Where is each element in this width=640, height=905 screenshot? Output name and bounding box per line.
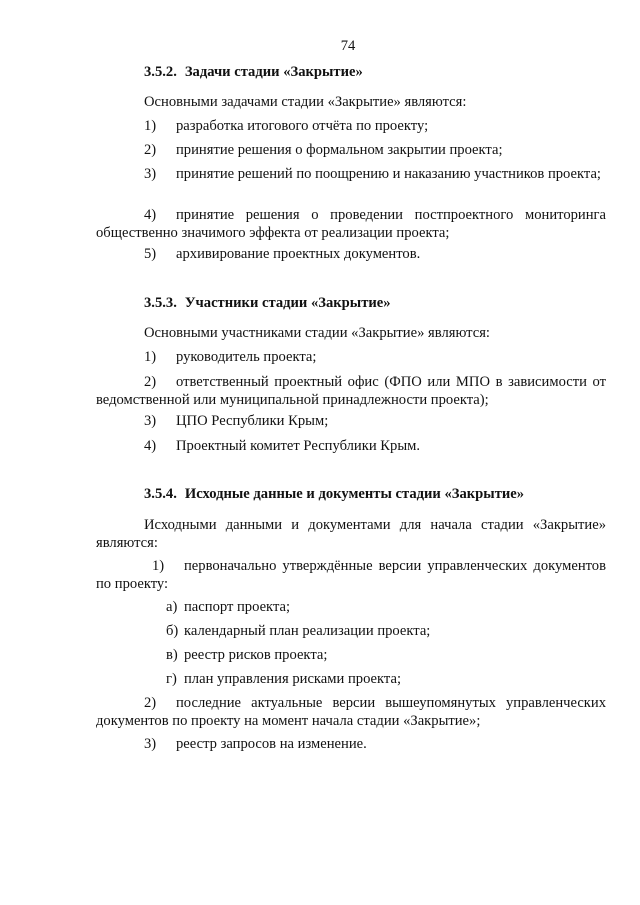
page-number: 74 xyxy=(340,38,356,54)
list-item xyxy=(96,412,640,430)
list-item-text: план управления рисками проекта; xyxy=(184,671,402,687)
list-item xyxy=(96,670,640,688)
list-item-text: ответственный проектный офис (ФПО или МПО в зависимости от ведомственной или муниципальной принадлежности проекта); xyxy=(96,374,606,408)
list-marker: 4) xyxy=(144,438,157,454)
list-marker: 1) xyxy=(152,558,165,574)
list-item xyxy=(96,622,640,640)
list-item-text: первоначально утверждённые версии управленческих документов по проекту: xyxy=(96,558,606,592)
section-title: Участники стадии «Закрытие» xyxy=(184,295,391,311)
list-item-text: принятие решения о формальном закрытии проекта; xyxy=(176,142,503,158)
list-item-text: последние актуальные версии вышеупомянутых управленческих документов по проекту на момент начала стадии «Закрытие»; xyxy=(96,695,606,729)
list-item xyxy=(96,694,606,730)
list-marker: а) xyxy=(166,599,178,615)
list-item xyxy=(96,206,606,242)
list-marker: 2) xyxy=(144,374,157,390)
list-item-text: архивирование проектных документов. xyxy=(176,246,421,262)
section-intro: Исходными данными и документами для начала стадии «Закрытие» являются: xyxy=(96,517,606,551)
list-item xyxy=(96,598,640,616)
list-item-text: реестр запросов на изменение. xyxy=(176,736,367,752)
list-item-text: календарный план реализации проекта; xyxy=(184,623,431,639)
section-number: 3.5.3. xyxy=(144,295,177,311)
list-marker: г) xyxy=(166,671,177,687)
section-heading-3-5-2 xyxy=(96,63,640,81)
list-item xyxy=(96,165,606,183)
list-item xyxy=(96,646,640,664)
list-marker: в) xyxy=(166,647,178,663)
list-marker: 3) xyxy=(144,166,157,182)
list-marker: б) xyxy=(166,623,179,639)
list-item xyxy=(96,735,640,753)
list-item-text: руководитель проекта; xyxy=(176,349,317,365)
list-item-text: принятие решений по поощрению и наказанию участников проекта; xyxy=(176,166,601,182)
section-intro: Основными участниками стадии «Закрытие» являются: xyxy=(144,325,490,341)
list-marker: 4) xyxy=(144,207,157,223)
list-item-text: ЦПО Республики Крым; xyxy=(176,413,329,429)
list-marker: 2) xyxy=(144,142,157,158)
list-marker: 2) xyxy=(144,695,157,711)
list-item xyxy=(96,117,640,135)
section-heading-3-5-4 xyxy=(96,485,640,503)
section-heading-3-5-3 xyxy=(96,294,640,312)
list-marker: 5) xyxy=(144,246,157,262)
section-intro: Основными задачами стадии «Закрытие» являются: xyxy=(144,94,467,110)
list-marker: 1) xyxy=(144,118,157,134)
list-marker: 3) xyxy=(144,736,157,752)
list-item-text: разработка итогового отчёта по проекту; xyxy=(176,118,429,134)
list-marker: 1) xyxy=(144,349,157,365)
list-item xyxy=(96,245,640,263)
list-item-text: принятие решения о проведении постпроектного мониторинга общественно значимого эффекта от реализации проекта; xyxy=(96,207,606,241)
section-number: 3.5.4. xyxy=(144,486,177,502)
list-item-text: паспорт проекта; xyxy=(184,599,291,615)
list-item xyxy=(96,437,640,455)
section-title: Задачи стадии «Закрытие» xyxy=(184,64,363,80)
section-title: Исходные данные и документы стадии «Закрытие» xyxy=(184,486,525,502)
list-item xyxy=(96,557,606,593)
list-item xyxy=(96,348,640,366)
list-marker: 3) xyxy=(144,413,157,429)
list-item-text: Проектный комитет Республики Крым. xyxy=(176,438,421,454)
section-number: 3.5.2. xyxy=(144,64,177,80)
list-item xyxy=(96,141,640,159)
list-item xyxy=(96,373,606,409)
list-item-text: реестр рисков проекта; xyxy=(184,647,328,663)
